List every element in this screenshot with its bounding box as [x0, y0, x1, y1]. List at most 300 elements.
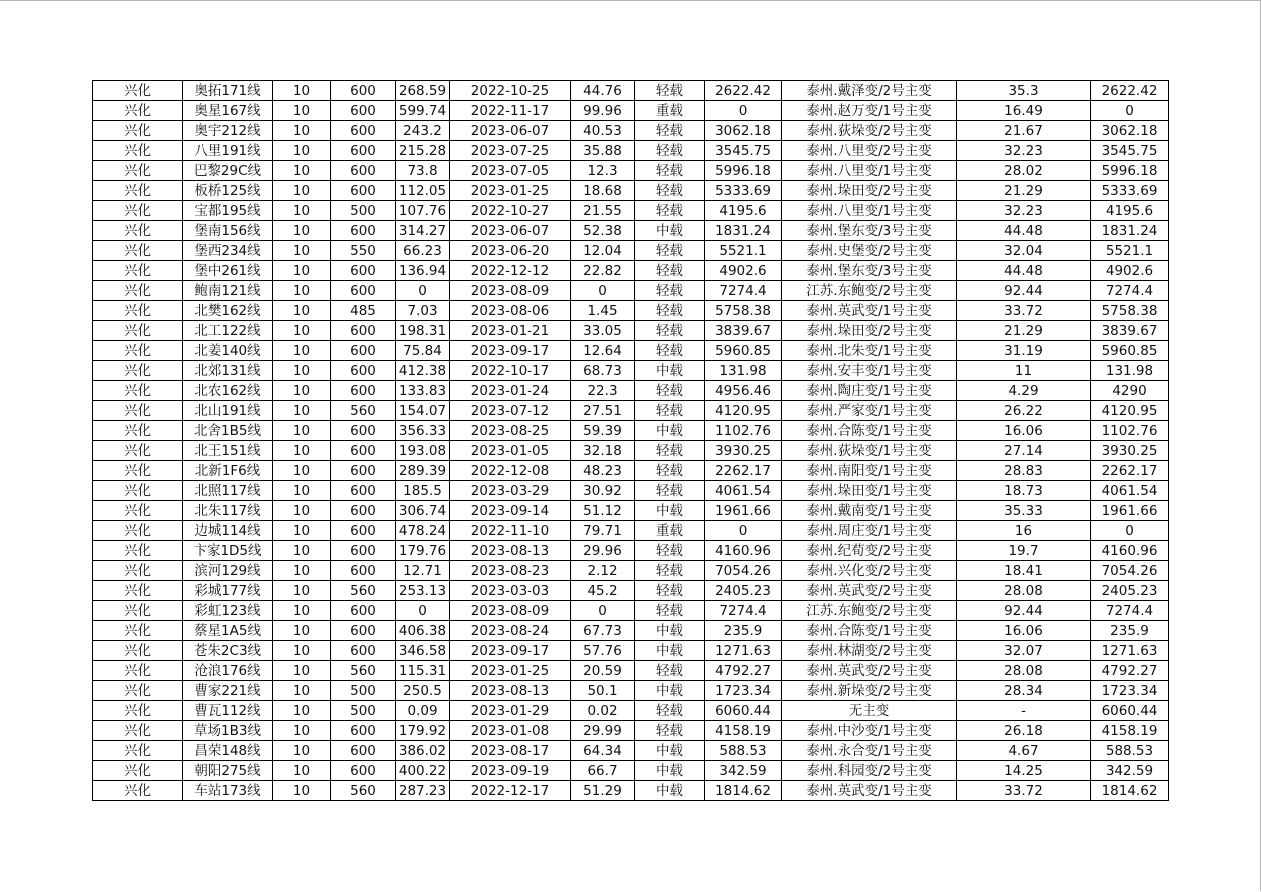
- cell-load: 250.5: [396, 681, 450, 701]
- table-row: [93, 521, 1169, 541]
- cell-date: 2022-11-10: [450, 521, 571, 541]
- cell-line-name: 车站173线: [183, 781, 273, 801]
- cell-rated-capacity: 485: [331, 301, 396, 321]
- cell-line-name: 北农162线: [183, 381, 273, 401]
- cell-voltage: 10: [273, 661, 331, 681]
- cell-load-status: 轻载: [635, 721, 705, 741]
- table-body: [93, 81, 1169, 801]
- cell-load-rate: 45.2: [571, 581, 635, 601]
- cell-date: 2023-08-23: [450, 561, 571, 581]
- cell-load-status: 轻载: [635, 241, 705, 261]
- cell-date: 2023-01-25: [450, 661, 571, 681]
- cell-load-rate: 48.23: [571, 461, 635, 481]
- cell-transformer-load-rate: 18.73: [957, 481, 1091, 501]
- cell-line-name: 北郊131线: [183, 361, 273, 381]
- cell-available-capacity: 2405.23: [1091, 581, 1169, 601]
- cell-available-capacity: 588.53: [1091, 741, 1169, 761]
- cell-transformer: 泰州.八里变/1号主变: [782, 161, 957, 181]
- cell-transformer: 泰州.堡东变/3号主变: [782, 221, 957, 241]
- cell-transformer: 泰州.林湖变/2号主变: [782, 641, 957, 661]
- cell-available-capacity: 3839.67: [1091, 321, 1169, 341]
- cell-line-name: 北姜140线: [183, 341, 273, 361]
- cell-load-status: 中载: [635, 781, 705, 801]
- cell-available-capacity: 4195.6: [1091, 201, 1169, 221]
- cell-load-rate: 51.12: [571, 501, 635, 521]
- cell-transformer: 泰州.英武变/1号主变: [782, 301, 957, 321]
- cell-remaining-capacity: 4160.96: [705, 541, 782, 561]
- cell-remaining-capacity: 6060.44: [705, 701, 782, 721]
- cell-date: 2023-08-06: [450, 301, 571, 321]
- cell-load-rate: 20.59: [571, 661, 635, 681]
- cell-remaining-capacity: 1961.66: [705, 501, 782, 521]
- cell-remaining-capacity: 2262.17: [705, 461, 782, 481]
- cell-load: 193.08: [396, 441, 450, 461]
- cell-date: 2023-06-07: [450, 221, 571, 241]
- cell-load-rate: 68.73: [571, 361, 635, 381]
- cell-voltage: 10: [273, 201, 331, 221]
- table-row: [93, 641, 1169, 661]
- cell-transformer: 泰州.合陈变/1号主变: [782, 421, 957, 441]
- cell-rated-capacity: 550: [331, 241, 396, 261]
- cell-transformer-load-rate: 33.72: [957, 781, 1091, 801]
- cell-transformer: 泰州.永合变/1号主变: [782, 741, 957, 761]
- cell-voltage: 10: [273, 181, 331, 201]
- cell-line-name: 北舍1B5线: [183, 421, 273, 441]
- cell-district: 兴化: [93, 161, 183, 181]
- cell-available-capacity: 4061.54: [1091, 481, 1169, 501]
- cell-district: 兴化: [93, 721, 183, 741]
- cell-load-rate: 0: [571, 601, 635, 621]
- cell-district: 兴化: [93, 641, 183, 661]
- cell-remaining-capacity: 5758.38: [705, 301, 782, 321]
- cell-rated-capacity: 600: [331, 501, 396, 521]
- cell-transformer: 泰州.北朱变/1号主变: [782, 341, 957, 361]
- cell-load-status: 中载: [635, 681, 705, 701]
- cell-transformer-load-rate: 18.41: [957, 561, 1091, 581]
- cell-load-status: 轻载: [635, 561, 705, 581]
- cell-remaining-capacity: 4061.54: [705, 481, 782, 501]
- table-row: [93, 741, 1169, 761]
- cell-remaining-capacity: 4902.6: [705, 261, 782, 281]
- cell-available-capacity: 1723.34: [1091, 681, 1169, 701]
- cell-rated-capacity: 600: [331, 601, 396, 621]
- cell-district: 兴化: [93, 421, 183, 441]
- cell-transformer: 泰州.周庄变/1号主变: [782, 521, 957, 541]
- table-row: [93, 281, 1169, 301]
- cell-available-capacity: 4160.96: [1091, 541, 1169, 561]
- cell-load-status: 中载: [635, 641, 705, 661]
- cell-remaining-capacity: 3839.67: [705, 321, 782, 341]
- cell-transformer-load-rate: -: [957, 701, 1091, 721]
- cell-transformer: 泰州.八里变/1号主变: [782, 201, 957, 221]
- cell-transformer: 泰州.堡东变/3号主变: [782, 261, 957, 281]
- cell-rated-capacity: 500: [331, 681, 396, 701]
- cell-voltage: 10: [273, 121, 331, 141]
- cell-date: 2022-10-25: [450, 81, 571, 101]
- cell-voltage: 10: [273, 81, 331, 101]
- cell-transformer: 泰州.荻垛变/2号主变: [782, 121, 957, 141]
- cell-rated-capacity: 600: [331, 321, 396, 341]
- cell-load-status: 重载: [635, 521, 705, 541]
- cell-available-capacity: 5960.85: [1091, 341, 1169, 361]
- cell-load: 406.38: [396, 621, 450, 641]
- cell-transformer-load-rate: 31.19: [957, 341, 1091, 361]
- cell-load: 115.31: [396, 661, 450, 681]
- cell-remaining-capacity: 2622.42: [705, 81, 782, 101]
- cell-voltage: 10: [273, 581, 331, 601]
- cell-transformer: 泰州.安丰变/1号主变: [782, 361, 957, 381]
- cell-line-name: 北新1F6线: [183, 461, 273, 481]
- cell-load-rate: 99.96: [571, 101, 635, 121]
- cell-available-capacity: 1961.66: [1091, 501, 1169, 521]
- cell-load: 198.31: [396, 321, 450, 341]
- cell-load-rate: 12.04: [571, 241, 635, 261]
- cell-line-name: 奥拓171线: [183, 81, 273, 101]
- cell-available-capacity: 1271.63: [1091, 641, 1169, 661]
- cell-district: 兴化: [93, 301, 183, 321]
- cell-remaining-capacity: 5960.85: [705, 341, 782, 361]
- cell-rated-capacity: 500: [331, 201, 396, 221]
- cell-transformer: 泰州.严家变/1号主变: [782, 401, 957, 421]
- cell-transformer: 泰州.合陈变/1号主变: [782, 621, 957, 641]
- cell-line-name: 彩虹123线: [183, 601, 273, 621]
- cell-district: 兴化: [93, 261, 183, 281]
- cell-remaining-capacity: 5996.18: [705, 161, 782, 181]
- table-row: [93, 481, 1169, 501]
- cell-load-status: 中载: [635, 761, 705, 781]
- cell-transformer-load-rate: 11: [957, 361, 1091, 381]
- table-row: [93, 301, 1169, 321]
- cell-remaining-capacity: 3545.75: [705, 141, 782, 161]
- table-row: [93, 401, 1169, 421]
- cell-available-capacity: 7054.26: [1091, 561, 1169, 581]
- cell-date: 2023-07-12: [450, 401, 571, 421]
- cell-transformer: 泰州.英武变/1号主变: [782, 781, 957, 801]
- cell-date: 2023-01-05: [450, 441, 571, 461]
- cell-voltage: 10: [273, 281, 331, 301]
- cell-available-capacity: 4792.27: [1091, 661, 1169, 681]
- cell-remaining-capacity: 4195.6: [705, 201, 782, 221]
- cell-voltage: 10: [273, 321, 331, 341]
- cell-voltage: 10: [273, 381, 331, 401]
- cell-load-status: 中载: [635, 741, 705, 761]
- cell-date: 2022-12-12: [450, 261, 571, 281]
- cell-load: 599.74: [396, 101, 450, 121]
- cell-load-rate: 22.3: [571, 381, 635, 401]
- table-row: [93, 381, 1169, 401]
- cell-line-name: 八里191线: [183, 141, 273, 161]
- cell-load-rate: 30.92: [571, 481, 635, 501]
- cell-line-name: 北樊162线: [183, 301, 273, 321]
- cell-load-status: 中载: [635, 501, 705, 521]
- cell-remaining-capacity: 235.9: [705, 621, 782, 641]
- cell-transformer-load-rate: 35.3: [957, 81, 1091, 101]
- cell-available-capacity: 0: [1091, 521, 1169, 541]
- cell-date: 2023-07-25: [450, 141, 571, 161]
- cell-transformer-load-rate: 27.14: [957, 441, 1091, 461]
- cell-load-status: 轻载: [635, 161, 705, 181]
- cell-load: 12.71: [396, 561, 450, 581]
- cell-remaining-capacity: 131.98: [705, 361, 782, 381]
- cell-district: 兴化: [93, 441, 183, 461]
- cell-district: 兴化: [93, 601, 183, 621]
- cell-remaining-capacity: 3930.25: [705, 441, 782, 461]
- cell-transformer-load-rate: 32.04: [957, 241, 1091, 261]
- cell-line-name: 昌荣148线: [183, 741, 273, 761]
- cell-load-status: 轻载: [635, 261, 705, 281]
- table-row: [93, 581, 1169, 601]
- cell-available-capacity: 4120.95: [1091, 401, 1169, 421]
- cell-transformer: 泰州.英武变/2号主变: [782, 581, 957, 601]
- table-row: [93, 121, 1169, 141]
- cell-remaining-capacity: 1814.62: [705, 781, 782, 801]
- cell-voltage: 10: [273, 301, 331, 321]
- table-row: [93, 101, 1169, 121]
- cell-transformer-load-rate: 16: [957, 521, 1091, 541]
- cell-transformer: 泰州.陶庄变/1号主变: [782, 381, 957, 401]
- cell-load-rate: 59.39: [571, 421, 635, 441]
- cell-date: 2023-01-08: [450, 721, 571, 741]
- cell-transformer-load-rate: 4.29: [957, 381, 1091, 401]
- cell-available-capacity: 2622.42: [1091, 81, 1169, 101]
- cell-district: 兴化: [93, 361, 183, 381]
- cell-load-rate: 27.51: [571, 401, 635, 421]
- cell-load-status: 轻载: [635, 321, 705, 341]
- cell-rated-capacity: 560: [331, 581, 396, 601]
- cell-available-capacity: 5521.1: [1091, 241, 1169, 261]
- table-row: [93, 201, 1169, 221]
- cell-load: 0.09: [396, 701, 450, 721]
- cell-load: 107.76: [396, 201, 450, 221]
- cell-line-name: 滨河129线: [183, 561, 273, 581]
- cell-remaining-capacity: 1723.34: [705, 681, 782, 701]
- cell-date: 2023-06-20: [450, 241, 571, 261]
- cell-load-status: 轻载: [635, 541, 705, 561]
- cell-remaining-capacity: 4120.95: [705, 401, 782, 421]
- cell-rated-capacity: 600: [331, 621, 396, 641]
- cell-available-capacity: 6060.44: [1091, 701, 1169, 721]
- cell-load: 478.24: [396, 521, 450, 541]
- table-row: [93, 81, 1169, 101]
- cell-available-capacity: 1102.76: [1091, 421, 1169, 441]
- cell-load-rate: 50.1: [571, 681, 635, 701]
- table-row: [93, 681, 1169, 701]
- cell-line-name: 卞家1D5线: [183, 541, 273, 561]
- cell-transformer: 泰州.戴南变/1号主变: [782, 501, 957, 521]
- cell-date: 2023-08-24: [450, 621, 571, 641]
- cell-transformer: 泰州.八里变/2号主变: [782, 141, 957, 161]
- cell-district: 兴化: [93, 141, 183, 161]
- cell-transformer: 泰州.兴化变/2号主变: [782, 561, 957, 581]
- cell-district: 兴化: [93, 621, 183, 641]
- cell-transformer-load-rate: 32.07: [957, 641, 1091, 661]
- cell-line-name: 奥星167线: [183, 101, 273, 121]
- cell-rated-capacity: 600: [331, 361, 396, 381]
- cell-line-name: 朝阳275线: [183, 761, 273, 781]
- cell-date: 2022-12-17: [450, 781, 571, 801]
- cell-transformer: 泰州.史堡变/2号主变: [782, 241, 957, 261]
- cell-voltage: 10: [273, 501, 331, 521]
- cell-rated-capacity: 600: [331, 101, 396, 121]
- cell-load-status: 轻载: [635, 201, 705, 221]
- cell-load-status: 轻载: [635, 581, 705, 601]
- cell-rated-capacity: 600: [331, 181, 396, 201]
- table-row: [93, 621, 1169, 641]
- cell-district: 兴化: [93, 341, 183, 361]
- cell-available-capacity: 1831.24: [1091, 221, 1169, 241]
- cell-line-name: 堡西234线: [183, 241, 273, 261]
- cell-load: 306.74: [396, 501, 450, 521]
- cell-transformer-load-rate: 28.83: [957, 461, 1091, 481]
- cell-load: 7.03: [396, 301, 450, 321]
- cell-remaining-capacity: 1831.24: [705, 221, 782, 241]
- cell-transformer-load-rate: 16.06: [957, 421, 1091, 441]
- cell-voltage: 10: [273, 461, 331, 481]
- cell-available-capacity: 235.9: [1091, 621, 1169, 641]
- cell-voltage: 10: [273, 401, 331, 421]
- cell-transformer: 泰州.南阳变/1号主变: [782, 461, 957, 481]
- table-row: [93, 781, 1169, 801]
- cell-available-capacity: 5996.18: [1091, 161, 1169, 181]
- cell-load-status: 轻载: [635, 661, 705, 681]
- table-row: [93, 261, 1169, 281]
- cell-load-rate: 12.3: [571, 161, 635, 181]
- cell-load-status: 重载: [635, 101, 705, 121]
- cell-date: 2023-03-29: [450, 481, 571, 501]
- cell-transformer: 泰州.垛田变/1号主变: [782, 481, 957, 501]
- cell-load-rate: 18.68: [571, 181, 635, 201]
- cell-load-rate: 66.7: [571, 761, 635, 781]
- cell-line-name: 蔡星1A5线: [183, 621, 273, 641]
- cell-rated-capacity: 500: [331, 701, 396, 721]
- cell-transformer-load-rate: 92.44: [957, 601, 1091, 621]
- cell-date: 2023-01-25: [450, 181, 571, 201]
- cell-transformer-load-rate: 28.08: [957, 581, 1091, 601]
- cell-voltage: 10: [273, 541, 331, 561]
- cell-voltage: 10: [273, 721, 331, 741]
- cell-voltage: 10: [273, 141, 331, 161]
- cell-transformer: 泰州.新垛变/2号主变: [782, 681, 957, 701]
- cell-load: 253.13: [396, 581, 450, 601]
- cell-load: 0: [396, 601, 450, 621]
- cell-voltage: 10: [273, 621, 331, 641]
- cell-load: 289.39: [396, 461, 450, 481]
- cell-voltage: 10: [273, 101, 331, 121]
- cell-district: 兴化: [93, 221, 183, 241]
- cell-voltage: 10: [273, 741, 331, 761]
- cell-transformer: 江苏.东鲍变/2号主变: [782, 281, 957, 301]
- cell-load: 356.33: [396, 421, 450, 441]
- cell-load: 112.05: [396, 181, 450, 201]
- cell-available-capacity: 4158.19: [1091, 721, 1169, 741]
- cell-available-capacity: 0: [1091, 101, 1169, 121]
- cell-available-capacity: 7274.4: [1091, 601, 1169, 621]
- cell-load-rate: 35.88: [571, 141, 635, 161]
- cell-district: 兴化: [93, 381, 183, 401]
- cell-load: 179.92: [396, 721, 450, 741]
- cell-line-name: 板桥125线: [183, 181, 273, 201]
- cell-district: 兴化: [93, 481, 183, 501]
- cell-load: 0: [396, 281, 450, 301]
- cell-load-status: 轻载: [635, 141, 705, 161]
- cell-rated-capacity: 600: [331, 121, 396, 141]
- table-row: [93, 321, 1169, 341]
- cell-voltage: 10: [273, 601, 331, 621]
- cell-line-name: 曹瓦112线: [183, 701, 273, 721]
- cell-transformer: 泰州.垛田变/2号主变: [782, 181, 957, 201]
- cell-available-capacity: 1814.62: [1091, 781, 1169, 801]
- cell-transformer: 泰州.科园变/2号主变: [782, 761, 957, 781]
- cell-date: 2022-10-17: [450, 361, 571, 381]
- cell-district: 兴化: [93, 81, 183, 101]
- cell-transformer: 泰州.纪荀变/2号主变: [782, 541, 957, 561]
- table-row: [93, 361, 1169, 381]
- cell-transformer: 江苏.东鲍变/2号主变: [782, 601, 957, 621]
- cell-rated-capacity: 560: [331, 661, 396, 681]
- cell-date: 2023-07-05: [450, 161, 571, 181]
- cell-transformer-load-rate: 21.29: [957, 181, 1091, 201]
- cell-district: 兴化: [93, 281, 183, 301]
- cell-transformer: 泰州.中沙变/1号主变: [782, 721, 957, 741]
- cell-line-name: 北照117线: [183, 481, 273, 501]
- table-row: [93, 461, 1169, 481]
- cell-transformer-load-rate: 28.34: [957, 681, 1091, 701]
- cell-district: 兴化: [93, 101, 183, 121]
- cell-remaining-capacity: 0: [705, 521, 782, 541]
- cell-transformer-load-rate: 32.23: [957, 141, 1091, 161]
- cell-load-status: 轻载: [635, 481, 705, 501]
- cell-voltage: 10: [273, 241, 331, 261]
- cell-load-status: 轻载: [635, 441, 705, 461]
- cell-date: 2023-09-17: [450, 341, 571, 361]
- cell-load-status: 轻载: [635, 401, 705, 421]
- cell-load-status: 中载: [635, 361, 705, 381]
- cell-voltage: 10: [273, 261, 331, 281]
- cell-available-capacity: 131.98: [1091, 361, 1169, 381]
- cell-voltage: 10: [273, 341, 331, 361]
- cell-remaining-capacity: 1271.63: [705, 641, 782, 661]
- table-row: [93, 421, 1169, 441]
- cell-available-capacity: 3545.75: [1091, 141, 1169, 161]
- cell-transformer-load-rate: 26.22: [957, 401, 1091, 421]
- cell-date: 2023-01-24: [450, 381, 571, 401]
- cell-load-status: 中载: [635, 221, 705, 241]
- table-row: [93, 181, 1169, 201]
- cell-line-name: 巴黎29C线: [183, 161, 273, 181]
- cell-load-status: 轻载: [635, 81, 705, 101]
- cell-load-rate: 79.71: [571, 521, 635, 541]
- cell-remaining-capacity: 1102.76: [705, 421, 782, 441]
- cell-available-capacity: 4290: [1091, 381, 1169, 401]
- cell-transformer-load-rate: 44.48: [957, 221, 1091, 241]
- cell-load-rate: 33.05: [571, 321, 635, 341]
- table-row: [93, 721, 1169, 741]
- cell-load-status: 轻载: [635, 381, 705, 401]
- cell-available-capacity: 342.59: [1091, 761, 1169, 781]
- cell-load-status: 轻载: [635, 601, 705, 621]
- cell-district: 兴化: [93, 181, 183, 201]
- cell-load: 268.59: [396, 81, 450, 101]
- cell-load: 75.84: [396, 341, 450, 361]
- cell-load-status: 轻载: [635, 701, 705, 721]
- cell-voltage: 10: [273, 441, 331, 461]
- cell-district: 兴化: [93, 201, 183, 221]
- cell-load-status: 轻载: [635, 181, 705, 201]
- cell-line-name: 鲍南121线: [183, 281, 273, 301]
- cell-district: 兴化: [93, 701, 183, 721]
- cell-load: 66.23: [396, 241, 450, 261]
- cell-load: 179.76: [396, 541, 450, 561]
